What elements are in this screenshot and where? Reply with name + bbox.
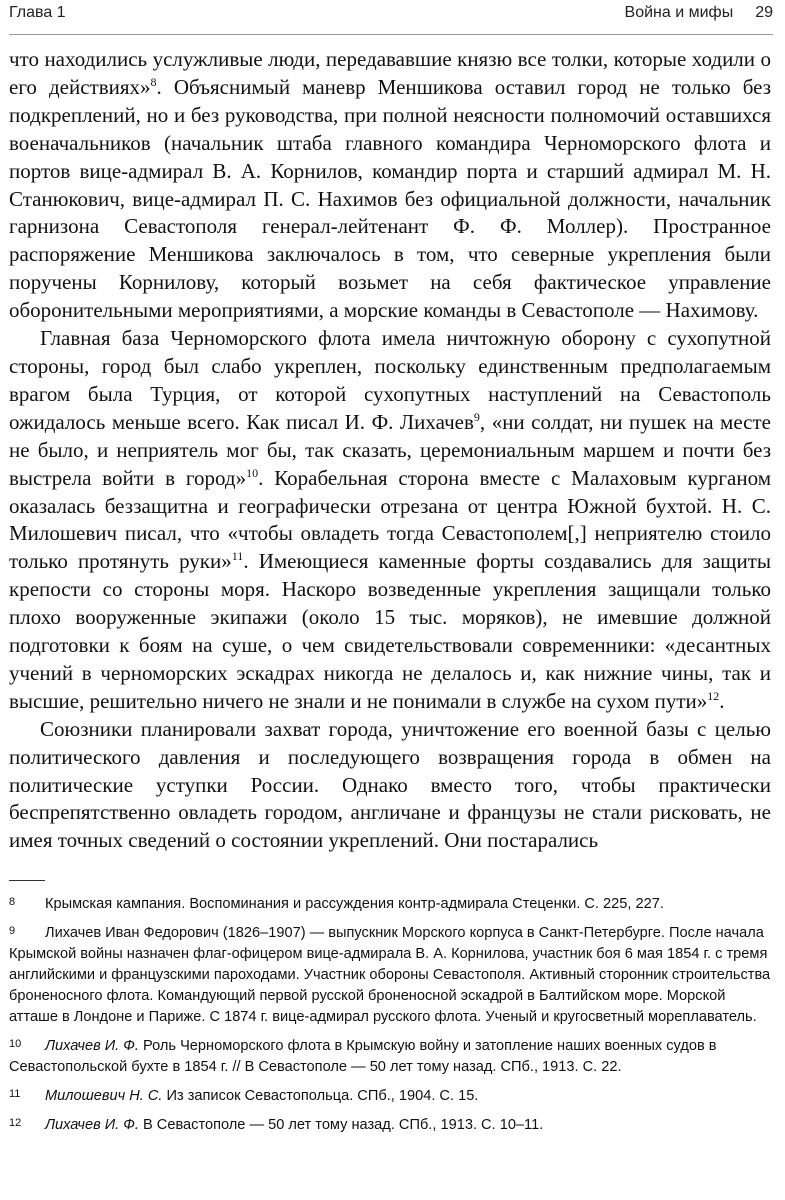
paragraph-2-text-d: . Имеющиеся каменные форты создавались для защиты крепости со стороны моря. Наскоро возведенные укрепления защищали только плохо вооруженные экипажи (около 15 тыс. моряков), не имевшие должной подготовки к боям на суше, о чем свидетельствовали современники: «десантных учений в черноморских эскадрах никогда не делалось и, как нижние чины, так и высшие, решительно ничего не знали и не понимали в службе на сухом пути» — [9, 549, 771, 713]
footnote-text: Из записок Севастопольца. СПб., 1904. С. 15. — [162, 1088, 479, 1104]
footnote-10 — [9, 1034, 771, 1078]
footnote-text: Роль Черноморского флота в Крымскую войну и затопление наших военных судов в Севастопольской бухте в 1854 г. // В Севастополе — 50 лет тому назад. СПб., 1913. С. 22. — [9, 1038, 717, 1075]
chapter-label: Глава 1 — [9, 4, 66, 21]
footnote-number: 11 — [9, 1088, 21, 1100]
paragraph-2-text-a: Главная база Черноморского флота имела ничтожную оборону с сухопутной стороны, город был слабо укреплен, поскольку единственным предполагаемым врагом была Турция, от которой сухопутных наступлений на Севастополь ожидалось меньше всего. Как писал И. Ф. Лихачев — [9, 326, 771, 434]
footnote-ref-9[interactable]: 9 — [473, 409, 480, 424]
header-rule — [9, 34, 773, 35]
footnote-author: Милошевич Н. С. — [45, 1088, 163, 1104]
footnote-number: 8 — [9, 896, 16, 908]
footnote-text: Крымская кампания. Воспоминания и рассуждения контр-адмирала Стеценки. С. 225, 227. — [45, 896, 664, 912]
running-head-right — [625, 4, 773, 22]
footnote-text: Лихачев Иван Федорович (1826–1907) — выпускник Морского корпуса в Санкт-Петербурге. После начала Крымской войны назначен флаг-офицером вице-адмирала В. А. Корнилова, участник боя 6 мая 1854 г. с тремя английскими и французскими пароходами. Участник обороны Севастополя. Активный сторонник строительства броненосного флота. Командующий первой русской броненосной эскадрой в Балтийском море. Морской атташе в Лондоне и Париже. С 1874 г. вице-адмирал русского флота. Ученый и кругосветный мореплаватель. — [9, 925, 771, 1025]
footnote-ref-12[interactable]: 12 — [707, 688, 720, 703]
paragraph-1-text-a: что находились услужливые люди, передававшие князю все толки, которые ходили о его действиях» — [9, 47, 771, 99]
page-number: 29 — [755, 4, 773, 21]
paragraph-2 — [9, 325, 771, 716]
footnote-ref-11[interactable]: 11 — [231, 549, 244, 564]
footnote-number: 9 — [9, 925, 16, 937]
running-head — [9, 4, 773, 28]
paragraph-1 — [9, 46, 771, 325]
paragraph-3: Союзники планировали захват города, уничтожение его военной базы с целью политического давления и последующего возвращения города в обмен на политические уступки России. Однако вместо того, чтобы практически беспрепятственно овладеть городом, англичане и французы не стали рисковать, не имея точных сведений о состоянии укреплений. Они постарались — [9, 716, 771, 853]
footnote-number: 12 — [9, 1117, 22, 1129]
footnote-number: 10 — [9, 1038, 22, 1050]
footnote-rule — [9, 880, 45, 881]
footnote-8 — [9, 892, 771, 915]
footnote-ref-8[interactable]: 8 — [150, 74, 157, 89]
footnote-11 — [9, 1084, 771, 1107]
footnote-ref-10[interactable]: 10 — [246, 465, 259, 480]
paragraph-2-text-c: . Корабельная сторона вместе с Малаховым курганом оказалась беззащитна и географически отрезана от центра Южной бухтой. Н. С. Милошевич писал, что «чтобы овладеть тогда Севастополем[,] неприятелю стоило только протянуть руки» — [9, 465, 771, 574]
main-text — [9, 46, 771, 855]
footnote-text: В Севастополе — 50 лет тому назад. СПб., 1913. С. 10–11. — [138, 1117, 544, 1133]
footnote-12 — [9, 1113, 771, 1136]
paragraph-2-text-b: , «ни солдат, ни пушек на месте не было, и неприятель мог бы, так сказать, церемониальным маршем и почти без выстрела войти в город» — [9, 409, 772, 490]
paragraph-1-text-b: . Объяснимый маневр Меншикова оставил город не только без подкреплений, но и без руководства, при полной неясности полномочий оставшихся военачальников (начальник штаба главного командира Черноморского флота и портов вице-адмирал В. А. Корнилов, командир порта и старший адмирал М. Н. Станюкович, вице-адмирал П. С. Нахимов без официальной должности, начальник гарнизона Севастополя генерал-лейтенант Ф. Ф. Моллер). Пространное распоряжение Меншикова заключалось в том, что северные укрепления были поручены Корнилову, который возьмет на себя фактическое управление оборонительными мероприятиями, а морские команды в Севастополе — Нахимову. — [9, 74, 771, 323]
footnote-author: Лихачев И. Ф. — [45, 1117, 139, 1133]
footnotes — [9, 892, 771, 1142]
footnote-9 — [9, 921, 771, 1028]
running-title: Война и мифы — [624, 4, 734, 21]
paragraph-2-text-e: . — [719, 688, 725, 713]
footnote-author: Лихачев И. Ф. — [45, 1038, 139, 1054]
